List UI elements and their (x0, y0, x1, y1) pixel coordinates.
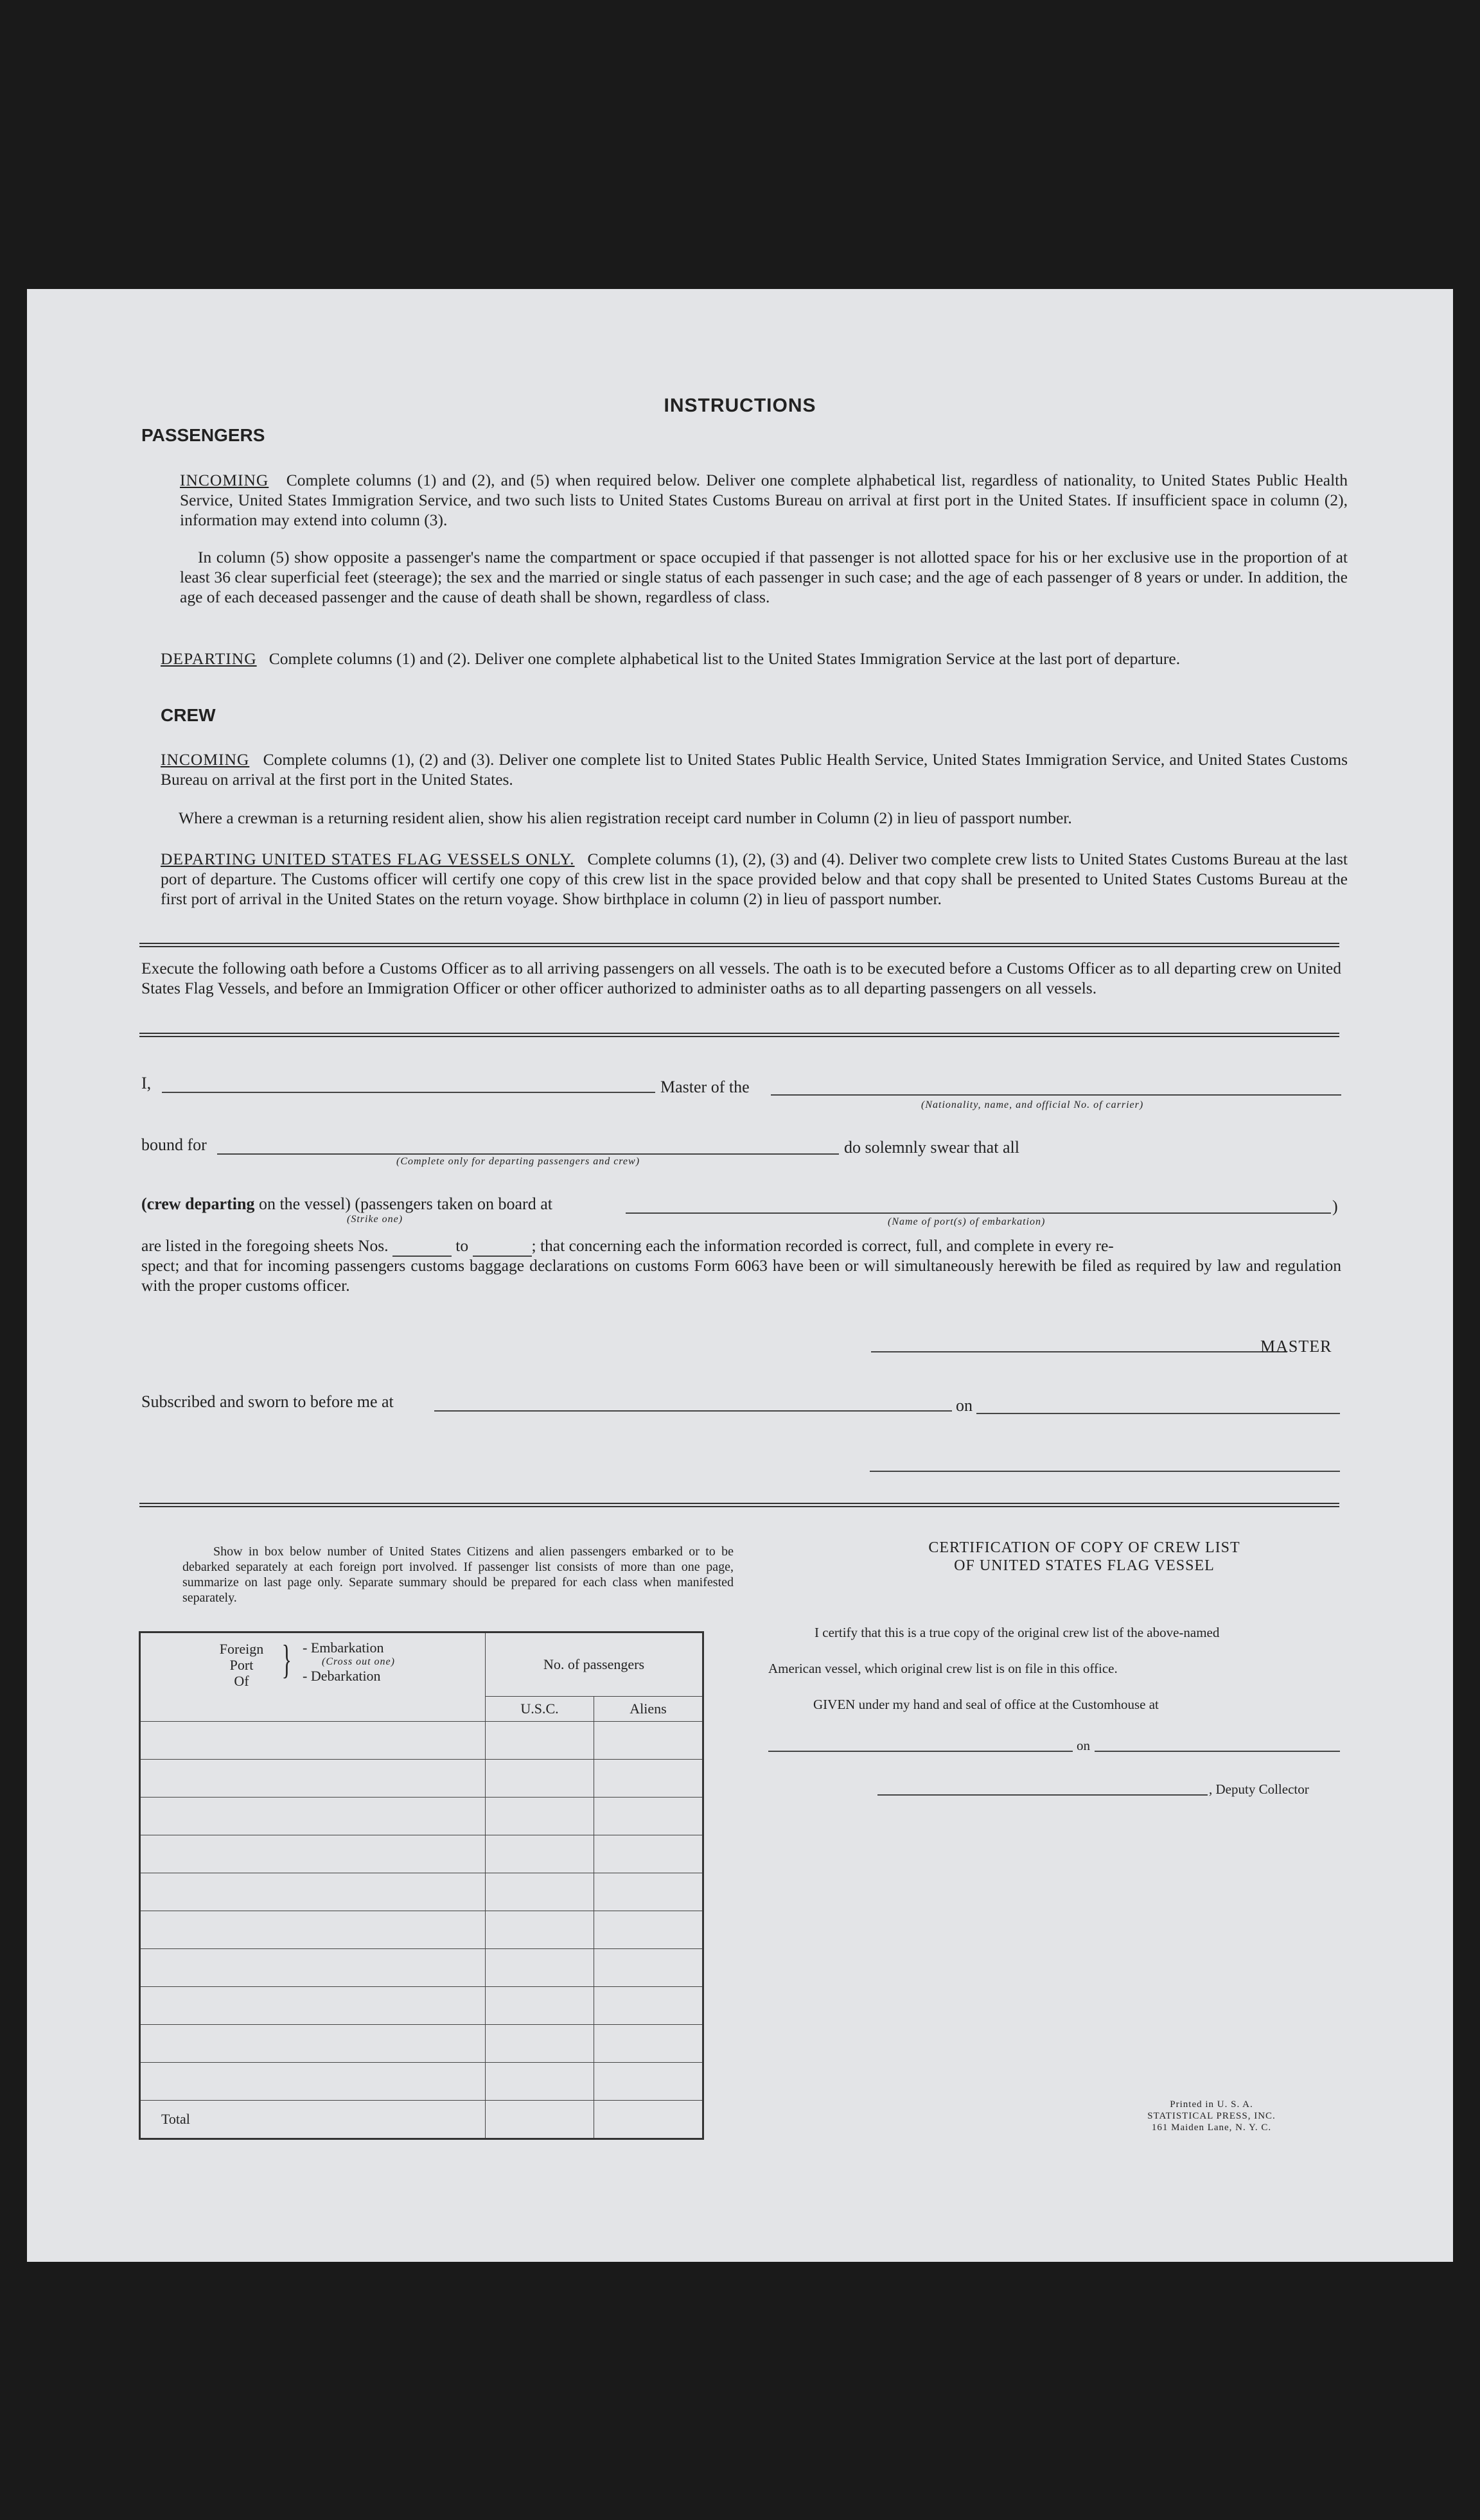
aliens-cell[interactable] (594, 1911, 703, 1949)
box-instructions: Show in box below number of United States Citizens and alien passengers embarked or to be debarked separately at each foreign port involved. If passenger list consists of more than one page, summarize on last page only. Separate summary should be prepared for each class when manifested separately. (182, 1544, 734, 1605)
column5-paragraph: In column (5) show opposite a passenger's name the compartment or space occupied if that passenger is not allotted space for his or her exclusive use in the proportion of at least 36 clear superficial feet (steerage); the sex and the married or single status of each passenger in such case; and the age of each passenger of 8 years or under. In addition, the age of each deceased passenger and the cause of death shall be shown, regardless of class. (180, 548, 1348, 606)
usc-cell[interactable] (486, 1987, 594, 2025)
port-cell[interactable] (140, 2025, 486, 2063)
aliens-cell[interactable] (594, 2063, 703, 2101)
usc-header: U.S.C. (486, 1697, 594, 1722)
passengers-incoming (180, 470, 1348, 530)
crew-heading: CREW (161, 705, 216, 725)
aliens-total-cell[interactable] (594, 2101, 703, 2139)
table-row (140, 1873, 703, 1911)
crew-incoming-text: Complete columns (1), (2) and (3). Deliver one complete list to United States Public Health Service, United States Immigration Service, and United States Customs Bureau on arrival at the first port in the United States. (161, 750, 1348, 789)
given-line: GIVEN under my hand and seal of office at the Customhouse at (813, 1697, 1159, 1712)
usc-total-cell[interactable] (486, 2101, 594, 2139)
strike-caption: (Strike one) (347, 1214, 403, 1225)
aliens-cell[interactable] (594, 1873, 703, 1911)
port-cell[interactable] (140, 1987, 486, 2025)
crew-passengers-line (141, 1194, 552, 1214)
master-signature-field[interactable] (871, 1351, 1287, 1352)
total-row (140, 2101, 703, 2139)
deputy-collector-label: , Deputy Collector (1209, 1781, 1309, 1797)
departing-label: DEPARTING (161, 649, 257, 668)
printer-line-3: 161 Maiden Lane, N. Y. C. (1151, 2122, 1272, 2133)
to-text: to (455, 1236, 469, 1255)
usc-cell[interactable] (486, 1949, 594, 1987)
usc-cell[interactable] (486, 1798, 594, 1835)
nationality-caption: (Nationality, name, and official No. of carrier) (921, 1099, 1144, 1110)
aliens-cell[interactable] (594, 1949, 703, 1987)
table-row (140, 1835, 703, 1873)
table-row (140, 1987, 703, 2025)
cert-on-label: on (1077, 1738, 1090, 1753)
oath-i-label: I, (141, 1074, 152, 1092)
sworn-date-field[interactable] (976, 1413, 1340, 1414)
customhouse-field[interactable] (768, 1751, 1073, 1752)
oath-intro: Execute the following oath before a Customs Officer as to all arriving passengers on all vessels. The oath is to be executed before a Customs Officer as to all departing crew on United States Flag Vessels, and before an Immigration Officer or other officer authorized to administer oaths as to all departing passengers on all vessels. (141, 959, 1341, 997)
bound-for-field[interactable] (217, 1153, 839, 1155)
foreign-label: Foreign (219, 1641, 264, 1657)
certification-title-2: OF UNITED STATES FLAG VESSEL (954, 1557, 1215, 1574)
port-label: Port (229, 1657, 254, 1673)
aliens-cell[interactable] (594, 1798, 703, 1835)
crew-incoming (161, 749, 1348, 789)
crew-departing-option[interactable]: (crew departing (141, 1194, 255, 1213)
incoming-label: INCOMING (180, 471, 269, 489)
sworn-place-field[interactable] (434, 1410, 952, 1412)
aliens-cell[interactable] (594, 1987, 703, 2025)
crew-departing (161, 849, 1348, 909)
table-row (140, 1911, 703, 1949)
port-cell[interactable] (140, 1835, 486, 1873)
port-cell[interactable] (140, 1949, 486, 1987)
usc-cell[interactable] (486, 1835, 594, 1873)
master-name-field[interactable] (162, 1092, 655, 1093)
resident-alien-paragraph: Where a crewman is a returning resident alien, show his alien registration receipt card number in Column (2) in lieu of passport number. (179, 809, 1072, 827)
table-row (140, 1760, 703, 1798)
printer-line-2: STATISTICAL PRESS, INC. (1147, 2111, 1276, 2121)
cert-date-field[interactable] (1095, 1751, 1340, 1752)
complete-caption: (Complete only for departing passengers and crew) (396, 1156, 640, 1167)
usc-cell[interactable] (486, 2063, 594, 2101)
table-row (140, 2063, 703, 2101)
port-cell[interactable] (140, 1798, 486, 1835)
passengers-option[interactable]: on the vessel) (passengers taken on board at (258, 1194, 552, 1213)
divider (139, 1503, 1339, 1507)
printer-imprint (1115, 2099, 1308, 2133)
close-paren: ) (1332, 1197, 1338, 1216)
passengers-departing (161, 649, 1348, 669)
carrier-field[interactable] (771, 1094, 1341, 1096)
listed-body: spect; and that for incoming passengers customs baggage declarations on customs Form 6063 have been or will simultaneously herewith be filed as required by law and regulation with the proper customs officer. (141, 1256, 1341, 1295)
embark-port-field-line[interactable] (626, 1212, 1331, 1214)
port-cell[interactable] (140, 2063, 486, 2101)
ports-caption: (Name of port(s) of embarkation) (888, 1216, 1046, 1227)
table-row (140, 1722, 703, 1760)
table-row (140, 1949, 703, 1987)
divider (139, 943, 1339, 947)
subscribed-label: Subscribed and sworn to before me at (141, 1392, 394, 1411)
debarkation-option[interactable]: - Debarkation (303, 1668, 381, 1684)
on-label: on (956, 1396, 973, 1415)
page-title: INSTRUCTIONS (664, 395, 816, 416)
crew-incoming-label: INCOMING (161, 750, 250, 769)
passenger-summary-table (139, 1631, 704, 2140)
aliens-cell[interactable] (594, 2025, 703, 2063)
total-label: Total (140, 2101, 486, 2139)
certification-title-1: CERTIFICATION OF COPY OF CREW LIST (928, 1539, 1240, 1556)
aliens-header: Aliens (594, 1697, 703, 1722)
usc-cell[interactable] (486, 2025, 594, 2063)
master-of-label: Master of the (660, 1078, 750, 1096)
of-label: Of (234, 1673, 249, 1689)
swear-text: do solemnly swear that all (844, 1138, 1019, 1157)
certify-line-2: American vessel, which original crew list is on file in this office. (768, 1661, 1118, 1676)
divider (139, 1033, 1339, 1037)
aliens-cell[interactable] (594, 1760, 703, 1798)
crew-departing-label: DEPARTING UNITED STATES FLAG VESSELS ONLY. (161, 850, 575, 868)
table-row (140, 2025, 703, 2063)
departing-text: Complete columns (1) and (2). Deliver one complete alphabetical list to the United States Immigration Service at the last port of departure. (269, 649, 1181, 668)
listed-text-1: are listed in the foregoing sheets Nos. (141, 1236, 389, 1255)
sheet-to-field[interactable] (473, 1236, 532, 1257)
aliens-cell[interactable] (594, 1835, 703, 1873)
sheet-from-field[interactable] (392, 1236, 452, 1257)
passengers-heading: PASSENGERS (141, 425, 265, 445)
deputy-signature-field[interactable] (877, 1794, 1208, 1796)
master-label: MASTER (1260, 1337, 1332, 1356)
table-row (140, 1798, 703, 1835)
usc-cell[interactable] (486, 1911, 594, 1949)
embarkation-option[interactable]: - Embarkation (303, 1640, 384, 1656)
cross-out-caption: (Cross out one) (322, 1656, 395, 1667)
usc-cell[interactable] (486, 1722, 594, 1760)
certify-line-1: I certify that this is a true copy of the original crew list of the above-named (815, 1625, 1220, 1640)
officer-signature-field[interactable] (870, 1471, 1340, 1472)
listed-text-2: ; that concerning each the information recorded is correct, full, and complete in every re- (531, 1236, 1114, 1255)
printer-line-1: Printed in U. S. A. (1170, 2099, 1253, 2110)
form-page (27, 289, 1453, 2262)
port-cell[interactable] (140, 1911, 486, 1949)
port-cell[interactable] (140, 1722, 486, 1760)
port-cell[interactable] (140, 1760, 486, 1798)
aliens-cell[interactable] (594, 1722, 703, 1760)
bound-for-label: bound for (141, 1135, 207, 1154)
no-passengers-header: No. of passengers (486, 1632, 703, 1697)
certification-title (795, 1539, 1373, 1575)
listed-line (141, 1236, 1341, 1257)
crew-departing-text: Complete columns (1), (2), (3) and (4). Deliver two complete crew lists to United States Customs Bureau at the last port of departure. The Customs officer will certify one copy of this crew list in the space provided below and that copy shall be presented to United States Customs Bureau at the first port of arrival in the United States on the return voyage. Show birthplace in column (2) in lieu of passport number. (161, 850, 1348, 908)
usc-cell[interactable] (486, 1760, 594, 1798)
incoming-text: Complete columns (1) and (2), and (5) when required below. Deliver one complete alphabetical list, regardless of nationality, to United States Public Health Service, United States Immigration Service, and two such lists to United States Customs Bureau on arrival at first port in the United States. If insufficient space in column (2), information may extend into column (3). (180, 471, 1348, 529)
port-cell[interactable] (140, 1873, 486, 1911)
foreign-port-header: Foreign Port Of } - Embarkation (Cross out one) - Debarkation (140, 1632, 486, 1722)
usc-cell[interactable] (486, 1873, 594, 1911)
